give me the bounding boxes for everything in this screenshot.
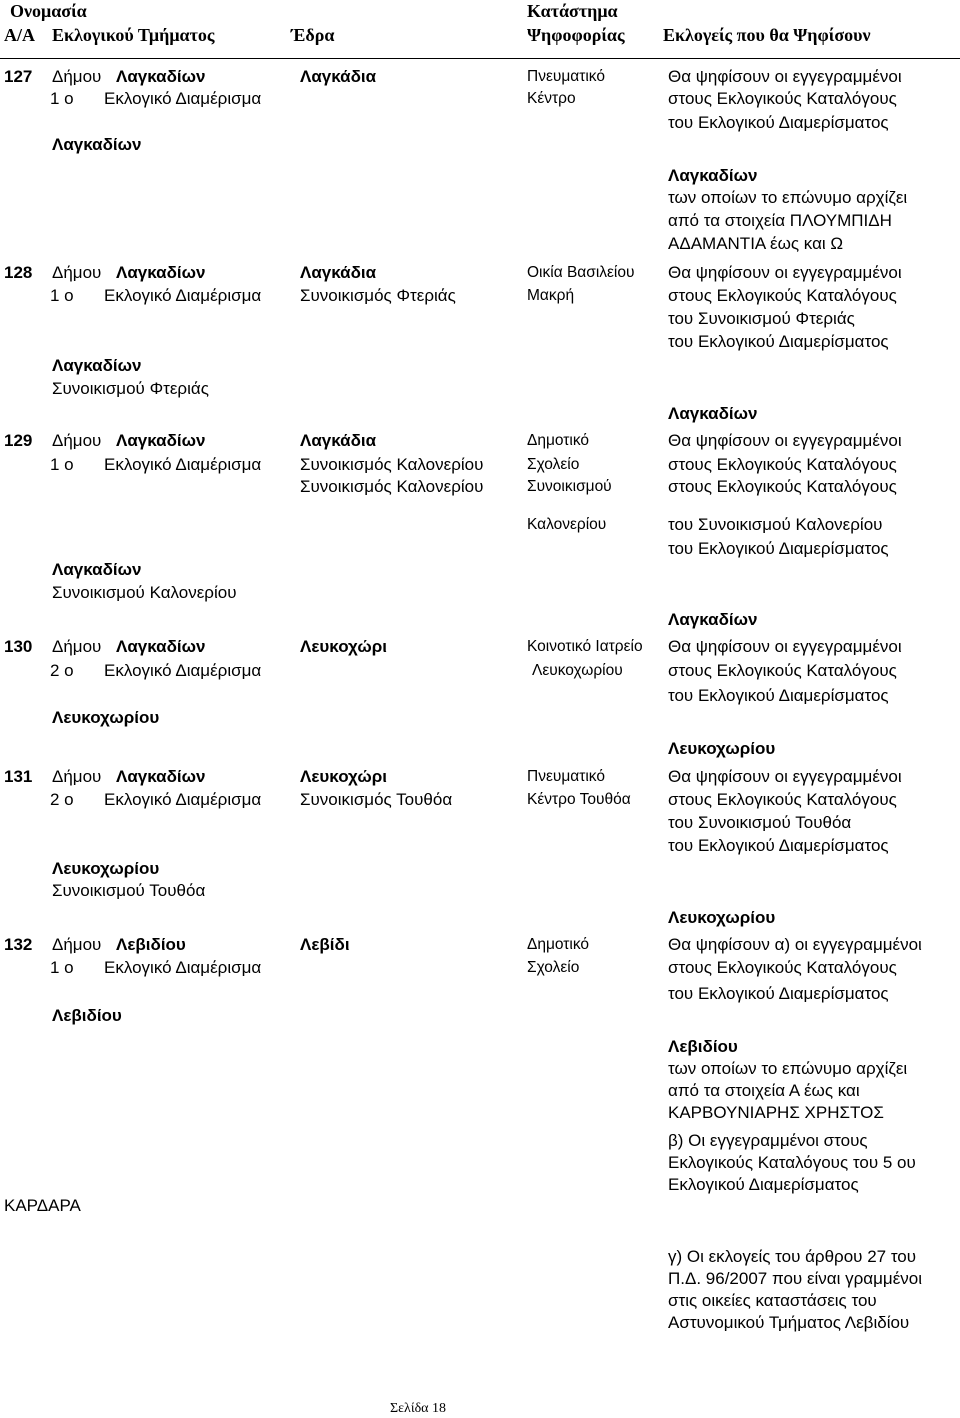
voters-line: στους Εκλογικούς Καταλόγους: [668, 286, 897, 305]
name-settlement: ΚΑΡΔΑΡΑ: [4, 1196, 81, 1215]
name-municipality: Λαγκαδίων: [116, 263, 206, 282]
header-name-bottom: Εκλογικού Τμήματος: [52, 25, 215, 45]
voters-line: του Εκλογικού Διαμερίσματος: [668, 113, 889, 132]
voters-line: ΚΑΡΒΟΥΝΙΑΡΗΣ ΧΡΗΣΤΟΣ: [668, 1103, 884, 1122]
name-district: Λευκοχωρίου: [52, 859, 160, 878]
voters-line: του Συνοικισμού Φτεριάς: [668, 309, 855, 328]
header-building-top: Κατάστημα: [527, 1, 618, 21]
building-line: Οικία Βασιλείου: [527, 264, 635, 281]
header-name-top: Ονομασία: [10, 1, 87, 21]
voters-line: των οποίων το επώνυμο αρχίζει: [668, 1059, 908, 1078]
seat-line: Λαγκάδια: [300, 431, 377, 450]
name-district: Λευκοχωρίου: [52, 708, 160, 727]
header-aa: Α/Α: [4, 25, 35, 45]
header-building-bottom: Ψηφοφορίας: [527, 25, 625, 45]
name-settlement: Συνοικισμού Καλονερίου: [52, 583, 237, 602]
name-municipality: Λεβιδίου: [116, 935, 186, 954]
voters-line: ΑΔΑΜΑΝΤΙΑ έως και Ω: [668, 234, 844, 253]
voters-line: Εκλογικούς Καταλόγους του 5 ου: [668, 1153, 916, 1172]
name-municipality-prefix: Δήμου: [52, 67, 102, 86]
voters-line: στους Εκλογικούς Καταλόγους: [668, 790, 897, 809]
header-seat: Έδρα: [291, 25, 335, 45]
name-municipality-prefix: Δήμου: [52, 935, 102, 954]
voters-line: γ) Οι εκλογείς του άρθρου 27 του: [668, 1247, 917, 1266]
name-ordinal: 2 ο: [50, 790, 74, 809]
seat-line: Λαγκάδια: [300, 67, 377, 86]
voters-line: στους Εκλογικούς Καταλόγους: [668, 455, 897, 474]
seat-line: Λευκοχώρι: [300, 767, 388, 786]
seat-line: Συνοικισμός Καλονερίου: [300, 477, 484, 496]
building-line: Λευκοχωρίου: [532, 662, 623, 679]
name-district-type: Εκλογικό Διαμέρισμα: [104, 286, 262, 305]
seat-line: Συνοικισμός Καλονερίου: [300, 455, 484, 474]
name-district: Λαγκαδίων: [52, 560, 142, 579]
building-line: Καλονερίου: [527, 516, 607, 533]
voters-district: Λεβιδίου: [668, 1037, 738, 1056]
voters-line: στους Εκλογικούς Καταλόγους: [668, 661, 897, 680]
voters-line: του Συνοικισμού Καλονερίου: [668, 515, 883, 534]
building-line: Πνευματικό: [527, 68, 605, 85]
name-municipality: Λαγκαδίων: [116, 767, 206, 786]
voters-district: Λευκοχωρίου: [668, 739, 776, 758]
building-line: Σχολείο: [527, 959, 580, 976]
name-ordinal: 1 ο: [50, 455, 74, 474]
voters-district: Λευκοχωρίου: [668, 908, 776, 927]
voters-line: Π.Δ. 96/2007 που είναι γραμμένοι: [668, 1269, 923, 1288]
row-number: 131: [4, 767, 33, 786]
seat-line: Συνοικισμός Φτεριάς: [300, 286, 456, 305]
voters-line: στους Εκλογικούς Καταλόγους: [668, 477, 897, 496]
page-number: Σελίδα 18: [390, 1401, 447, 1416]
name-municipality: Λαγκαδίων: [116, 67, 206, 86]
voters-line: του Εκλογικού Διαμερίσματος: [668, 984, 889, 1003]
name-municipality-prefix: Δήμου: [52, 767, 102, 786]
voters-line: του Συνοικισμού Τουθόα: [668, 813, 852, 832]
voters-district: Λαγκαδίων: [668, 404, 758, 423]
voters-line: του Εκλογικού Διαμερίσματος: [668, 686, 889, 705]
voters-district: Λαγκαδίων: [668, 166, 758, 185]
name-district-type: Εκλογικό Διαμέρισμα: [104, 958, 262, 977]
seat-line: Συνοικισμός Τουθόα: [300, 790, 453, 809]
name-municipality-prefix: Δήμου: [52, 431, 102, 450]
building-line: Πνευματικό: [527, 768, 605, 785]
voters-line: του Εκλογικού Διαμερίσματος: [668, 332, 889, 351]
name-district-type: Εκλογικό Διαμέρισμα: [104, 89, 262, 108]
name-ordinal: 1 ο: [50, 958, 74, 977]
voters-line: του Εκλογικού Διαμερίσματος: [668, 539, 889, 558]
row-number: 127: [4, 67, 33, 86]
seat-line: Λεβίδι: [300, 935, 350, 954]
voters-line: Θα ψηφίσουν οι εγγεγραμμένοι: [668, 637, 902, 656]
name-district-type: Εκλογικό Διαμέρισμα: [104, 455, 262, 474]
voters-line: από τα στοιχεία Α έως και: [668, 1081, 860, 1100]
name-municipality: Λαγκαδίων: [116, 431, 206, 450]
name-district-type: Εκλογικό Διαμέρισμα: [104, 661, 262, 680]
voters-line: Θα ψηφίσουν οι εγγεγραμμένοι: [668, 431, 902, 450]
name-district: Λαγκαδίων: [52, 356, 142, 375]
voters-line: από τα στοιχεία ΠΛΟΥΜΠΙΔΗ: [668, 211, 892, 230]
voters-line: Αστυνομικού Τμήματος Λεβιδίου: [668, 1313, 910, 1332]
name-ordinal: 1 ο: [50, 286, 74, 305]
voters-line: Θα ψηφίσουν α) οι εγγεγραμμένοι: [668, 935, 922, 954]
building-line: Συνοικισμού: [527, 478, 612, 495]
row-number: 130: [4, 637, 33, 656]
voters-district: Λαγκαδίων: [668, 610, 758, 629]
voters-line: στους Εκλογικούς Καταλόγους: [668, 89, 897, 108]
row-number: 129: [4, 431, 33, 450]
name-municipality-prefix: Δήμου: [52, 263, 102, 282]
row-number: 132: [4, 935, 33, 954]
building-line: Σχολείο: [527, 456, 580, 473]
name-ordinal: 1 ο: [50, 89, 74, 108]
name-district: Λαγκαδίων: [52, 135, 142, 154]
building-line: Δημοτικό: [527, 432, 590, 449]
header-divider: [0, 58, 960, 59]
voters-line: β) Οι εγγεγραμμένοι στους: [668, 1131, 868, 1150]
name-district-type: Εκλογικό Διαμέρισμα: [104, 790, 262, 809]
voters-line: των οποίων το επώνυμο αρχίζει: [668, 188, 908, 207]
voters-line: του Εκλογικού Διαμερίσματος: [668, 836, 889, 855]
name-settlement: Συνοικισμού Φτεριάς: [52, 379, 209, 398]
seat-line: Λαγκάδια: [300, 263, 377, 282]
header-elections: Εκλογείς που θα Ψηφίσουν: [663, 25, 871, 45]
voters-line: στους Εκλογικούς Καταλόγους: [668, 958, 897, 977]
name-municipality-prefix: Δήμου: [52, 637, 102, 656]
voters-line: στις οικείες καταστάσεις του: [668, 1291, 877, 1310]
row-number: 128: [4, 263, 33, 282]
name-ordinal: 2 ο: [50, 661, 74, 680]
name-district: Λεβιδίου: [52, 1006, 122, 1025]
building-line: Δημοτικό: [527, 936, 590, 953]
building-line: Μακρή: [527, 287, 575, 304]
voters-line: Εκλογικού Διαμερίσματος: [668, 1175, 859, 1194]
name-municipality: Λαγκαδίων: [116, 637, 206, 656]
building-line: Κέντρο: [527, 90, 576, 107]
building-line: Κέντρο Τουθόα: [527, 791, 631, 808]
voters-line: Θα ψηφίσουν οι εγγεγραμμένοι: [668, 767, 902, 786]
building-line: Κοινοτικό Ιατρείο: [527, 638, 643, 655]
name-settlement: Συνοικισμού Τουθόα: [52, 881, 206, 900]
voters-line: Θα ψηφίσουν οι εγγεγραμμένοι: [668, 263, 902, 282]
seat-line: Λευκοχώρι: [300, 637, 388, 656]
voters-line: Θα ψηφίσουν οι εγγεγραμμένοι: [668, 67, 902, 86]
